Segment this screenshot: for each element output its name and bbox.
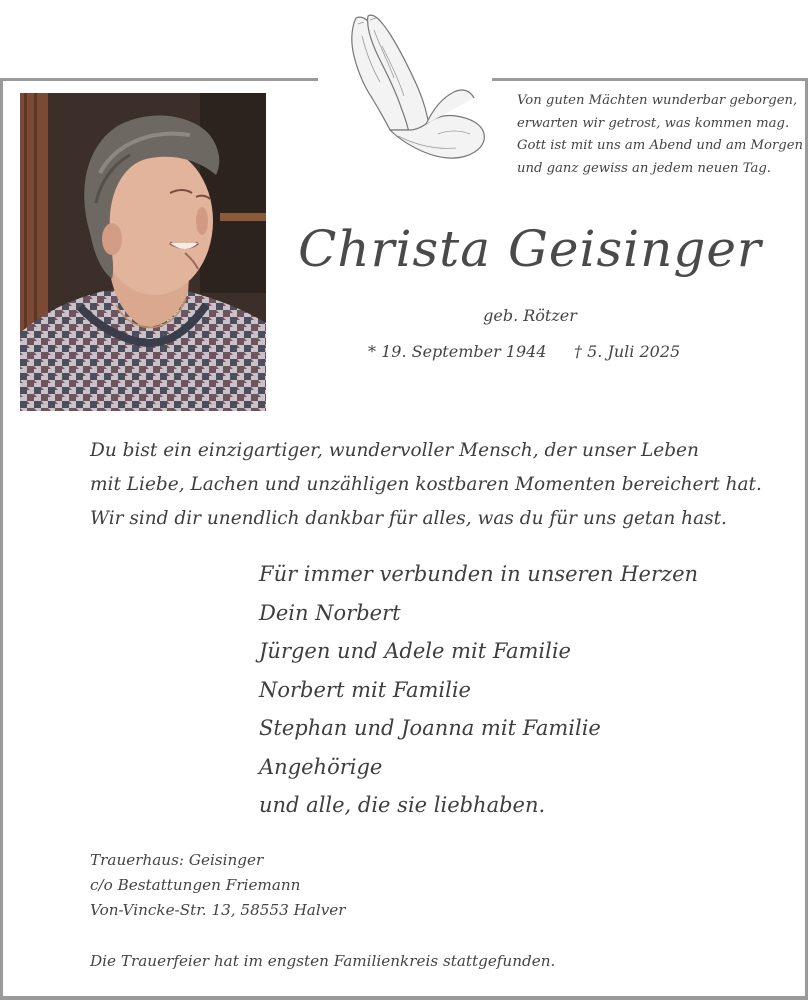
address-line: Trauerhaus: Geisinger bbox=[90, 851, 264, 869]
family-line: Angehörige bbox=[259, 754, 383, 779]
praying-hands-icon bbox=[338, 6, 488, 166]
family-line: Stephan und Joanna mit Familie bbox=[259, 716, 601, 740]
birth-date: * 19. September 1944 bbox=[368, 342, 547, 361]
poem-line: Von guten Mächten wunderbar geborgen, bbox=[517, 93, 798, 108]
poem-line: Gott ist mit uns am Abend und am Morgen bbox=[517, 138, 804, 153]
frame-top-right bbox=[492, 78, 808, 81]
message-line: Du bist ein einzigartiger, wundervoller Mensch, der unser Leben bbox=[90, 440, 699, 461]
poem-line: und ganz gewiss an jedem neuen Tag. bbox=[517, 160, 771, 176]
family-line: Für immer verbunden in unseren Herzen bbox=[259, 562, 699, 586]
family-line: Norbert mit Familie bbox=[259, 677, 471, 702]
address-line: c/o Bestattungen Friemann bbox=[90, 876, 301, 894]
mourning-address bbox=[90, 848, 346, 923]
poem-line: erwarten wir getrost, was kommen mag. bbox=[517, 115, 790, 131]
poem bbox=[517, 90, 802, 180]
frame-top-left bbox=[0, 78, 318, 81]
message-line: mit Liebe, Lachen und unzähligen kostbaren Momenten bereichert hat. bbox=[90, 474, 762, 495]
family-line: Dein Norbert bbox=[259, 600, 401, 625]
maiden-name: geb. Rötzer bbox=[483, 306, 577, 325]
address-line: Von-Vincke-Str. 13, 58553 Halver bbox=[90, 901, 346, 919]
family-line: und alle, die sie liebhaben. bbox=[259, 793, 546, 817]
portrait-photo bbox=[20, 93, 266, 411]
frame-left bbox=[0, 78, 3, 1000]
family-list bbox=[259, 555, 789, 825]
death-date: † 5. Juli 2025 bbox=[574, 342, 681, 361]
deceased-name: Christa Geisinger bbox=[298, 220, 762, 278]
family-line: Jürgen und Adele mit Familie bbox=[259, 639, 571, 663]
frame-bottom bbox=[0, 996, 808, 1000]
message-line: Wir sind dir unendlich dankbar für alles, was du für uns getan hast. bbox=[90, 508, 727, 529]
funeral-notice: Die Trauerfeier hat im engsten Familienkreis stattgefunden. bbox=[90, 952, 556, 970]
tribute-message bbox=[90, 434, 790, 536]
